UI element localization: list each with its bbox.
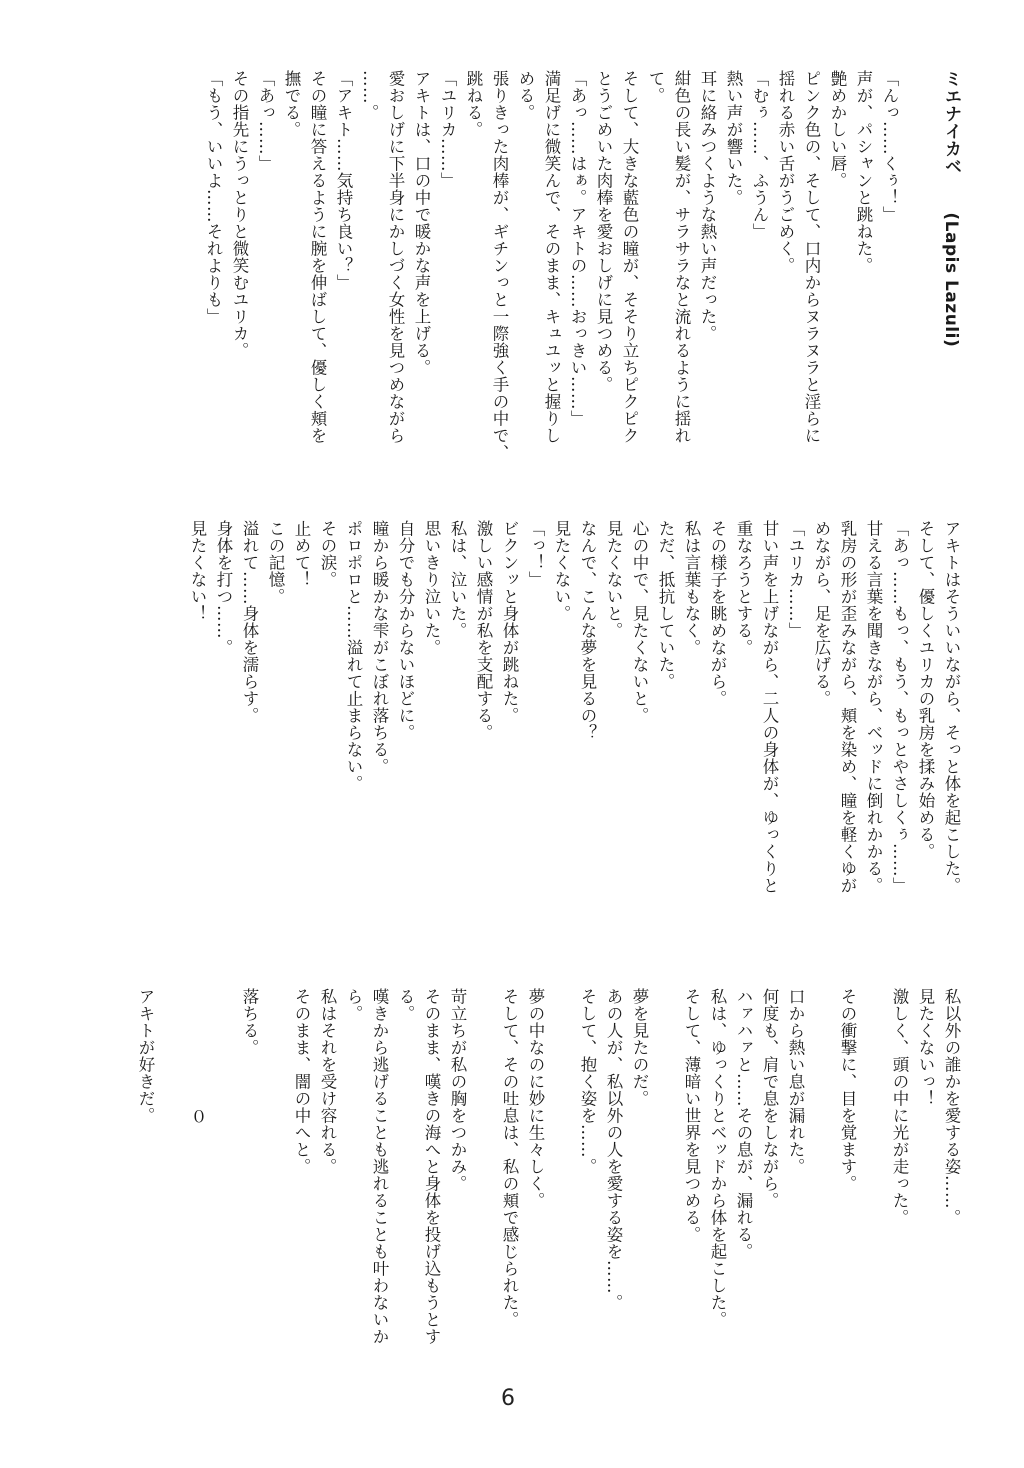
text-line: 口から熱い息が漏れた。 <box>786 988 805 1175</box>
text-line: 「っ！」 <box>526 520 545 588</box>
blank-line <box>652 988 678 1378</box>
text-line: 溢れて……身体を濡らす。 <box>240 520 259 724</box>
text-line: ただ、抵抗していた。 <box>656 520 675 690</box>
text-line: アキトはそういいながら、そっと体を起こした。 <box>942 520 961 894</box>
text-line: その様子を眺めながら。 <box>708 520 727 707</box>
text-line: 瞳から暖かな雫がこぼれ落ちる。 <box>370 520 389 775</box>
text-line: その指先にうっとりと微笑むユリカ。 <box>230 70 249 359</box>
text-line: ポロポロと……溢れて止まらない。 <box>344 520 363 792</box>
text-line: この記憶。 <box>266 520 285 605</box>
text-line: そして、抱く姿を……。 <box>578 988 597 1175</box>
text-line: 「もう、いいよ……それよりも」 <box>204 70 223 325</box>
text-line: 紺色の長い髪が、サラサラなと流れるように揺れ <box>672 70 691 444</box>
text-line: 私は、ゆっくりとベッドから体を起こした。 <box>708 988 727 1328</box>
text-line: 「ユリカ……」 <box>786 520 805 639</box>
text-line: ハァハァと……その息が、漏れる。 <box>734 988 753 1260</box>
text-line: 耳に絡みつくような熱い声だった。 <box>698 70 717 342</box>
text-line: 「むぅ……、ふうん」 <box>750 70 769 240</box>
text-line: ビクンッと身体が跳ねた。 <box>500 520 519 724</box>
text-line: 何度も、肩で息をしながら。 <box>760 988 779 1209</box>
text-line: あの人が、私以外の人を愛する姿を……。 <box>604 988 623 1311</box>
blank-line <box>210 988 236 1378</box>
text-line: 激しい感情が私を支配する。 <box>474 520 493 741</box>
text-line: 思いきり泣いた。 <box>422 520 441 656</box>
text-line: 心の中で、見たくないと。 <box>630 520 649 724</box>
text-line: 「あっ……もっ、もう、もっとやさしくぅ……」 <box>890 520 909 894</box>
text-line: 乳房の形が歪みながら、頬を染め、瞳を軽くゆが <box>838 520 857 894</box>
text-line: アキトは、口の中で暖かな声を上げる。 <box>412 70 431 376</box>
text-line: 見たくない！ <box>188 520 207 622</box>
text-line: 艶めかしい唇。 <box>828 70 847 189</box>
page-number: 6 <box>501 1386 515 1411</box>
text-line: 私は言葉もなく。 <box>682 520 701 656</box>
text-line: そして、優しくユリカの乳房を揉み始める。 <box>916 520 935 860</box>
text-block-lower <box>64 988 964 1378</box>
text-line: 重なろうとする。 <box>734 520 753 656</box>
text-line: そのまま、闇の中へと。 <box>292 988 311 1175</box>
text-line: 私は、泣いた。 <box>448 520 467 639</box>
text-line: アキトが好きだ。 <box>136 988 155 1124</box>
text-line: 撫でる。 <box>282 70 301 138</box>
text-line: める。 <box>516 70 535 121</box>
blank-line <box>158 988 184 1378</box>
text-line: 落ちる。 <box>240 988 259 1056</box>
story-author: (Lapis Lazuli) <box>941 212 961 348</box>
text-line: 跳ねる。 <box>464 70 483 138</box>
text-line: 嘆きから逃げることも逃れることも叶わないから。 <box>344 988 389 1345</box>
text-line: 揺れる赤い舌がうごめく。 <box>776 70 795 274</box>
scene-break-mark: ０ <box>188 1108 207 1125</box>
text-line: 「アキト……気持ち良い？」 <box>334 70 353 291</box>
text-line: 「ユリカ……」 <box>438 70 457 189</box>
text-line: そして、薄暗い世界を見つめる。 <box>682 988 701 1243</box>
text-line: 苛立ちが私の胸をつかみ。 <box>448 988 467 1192</box>
text-line: そして、大きな藍色の瞳が、そそり立ちピクピク <box>620 70 639 444</box>
text-line: て。 <box>646 70 665 104</box>
text-line: 激しく、頭の中に光が走った。 <box>890 988 909 1226</box>
text-line: 私はそれを受け容れる。 <box>318 988 337 1175</box>
text-line: 私以外の誰かを愛する姿……。 <box>942 988 961 1226</box>
text-line: なんで、こんな夢を見るの？ <box>578 520 597 741</box>
text-line: 見たくないっ！ <box>916 988 935 1107</box>
text-line: 熱い声が響いた。 <box>724 70 743 206</box>
text-line: めながら、足を広げる。 <box>812 520 831 707</box>
blank-line <box>548 988 574 1378</box>
text-line: 「あっ……」 <box>256 70 275 172</box>
text-line: 「あっ……はぁ。アキトの……おっきい……」 <box>568 70 587 427</box>
story-title-name: ミエナイカベ <box>941 70 961 175</box>
text-line: 甘い声を上げながら、二人の身体が、ゆっくりと <box>760 520 779 894</box>
text-line: 夢の中なのに妙に生々しく。 <box>526 988 545 1209</box>
text-line: 「んっ……くぅ！」 <box>880 70 899 223</box>
blank-line <box>262 988 288 1378</box>
text-line: 見たくないと。 <box>604 520 623 639</box>
text-line: ……。 <box>360 70 379 121</box>
blank-line <box>808 988 834 1378</box>
blank-line <box>860 988 886 1378</box>
text-line: 夢を見たのだ。 <box>630 988 649 1107</box>
text-line: 身体を打つ……。 <box>214 520 233 656</box>
text-line: ピンク色の、そして、口内からヌラヌラと淫らに <box>802 70 821 444</box>
text-line: 張りきった肉棒が、ギチンっと一際強く手の中で、 <box>490 70 509 461</box>
text-line: 声が、パシャンと跳ねた。 <box>854 70 873 274</box>
text-line: そして、その吐息は、私の頬で感じられた。 <box>500 988 519 1328</box>
text-line: 止めて！ <box>292 520 311 588</box>
text-line: そのまま、嘆きの海へと身体を投げ込もうとする。 <box>396 988 441 1345</box>
text-line: その瞳に答えるように腕を伸ばして、優しく頬を <box>308 70 327 444</box>
text-line: その衝撃に、目を覚ます。 <box>838 988 857 1192</box>
text-line: とうごめいた肉棒を愛おしげに見つめる。 <box>594 70 613 393</box>
text-line: 見たくない。 <box>552 520 571 622</box>
text-line: その涙。 <box>318 520 337 588</box>
text-line: 甘える言葉を聞きながら、ベッドに倒れかかる。 <box>864 520 883 894</box>
blank-line <box>470 988 496 1378</box>
text-line: 愛おしげに下半身にかしづく女性を見つめながら <box>386 70 405 444</box>
text-line: 満足げに微笑んで、そのまま、キュユッと握りし <box>542 70 561 444</box>
text-line: 自分でも分からないほどに。 <box>396 520 415 741</box>
